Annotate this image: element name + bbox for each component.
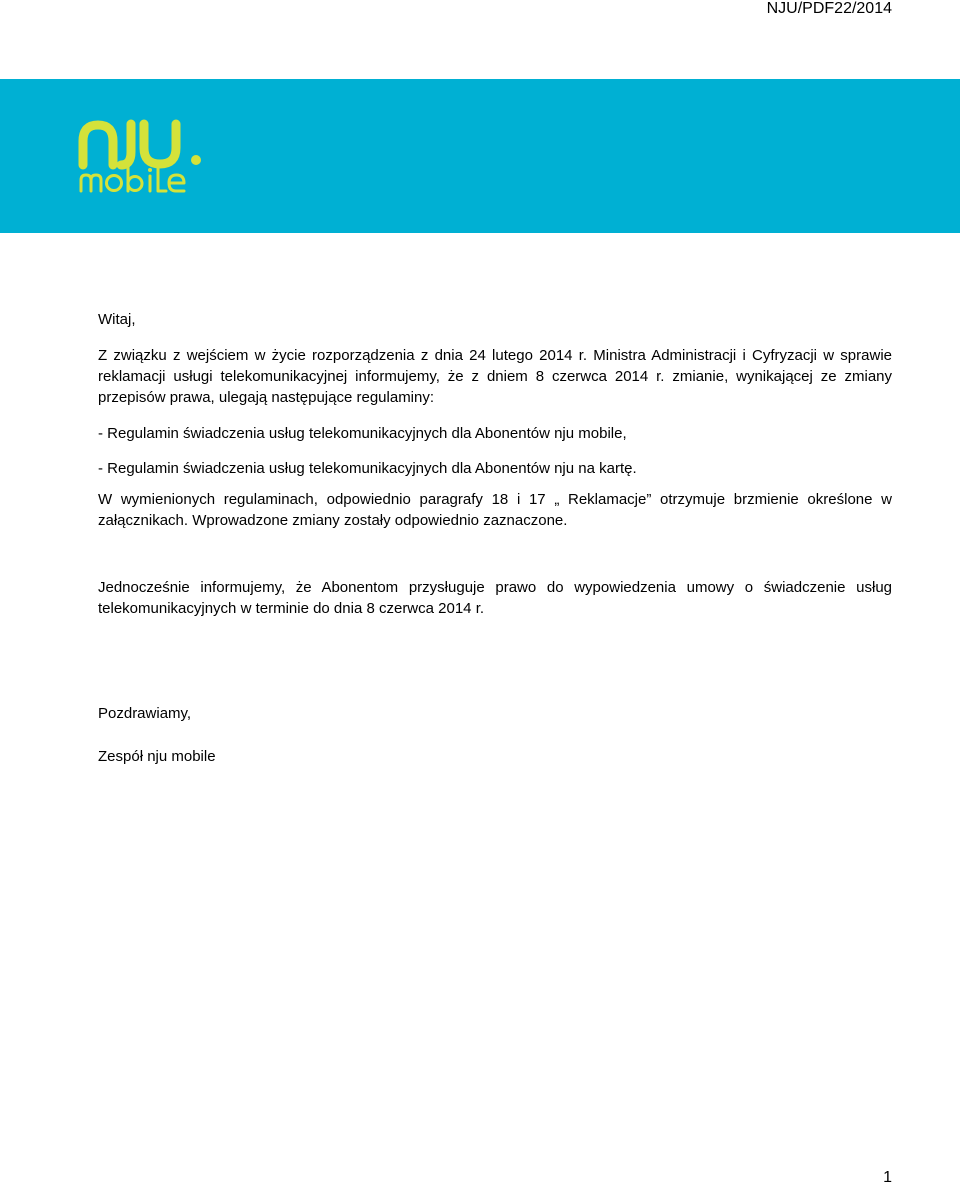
signature: Zespół nju mobile	[98, 748, 216, 765]
letter-body	[98, 309, 892, 767]
closing-line: Pozdrawiamy,	[98, 705, 192, 722]
page-number: 1	[883, 1169, 892, 1186]
paragraphs-note: W wymienionych regulaminach, odpowiednio paragrafy 18 i 17 „ Reklamacje” otrzymuje brzmienie określone w załącznikach. Wprowadzone zmiany zostały odpowiednio zaznaczone.	[98, 491, 892, 529]
greeting: Witaj,	[98, 311, 136, 328]
regulation-list-item: - Regulamin świadczenia usług telekomunikacyjnych dla Abonentów nju mobile,	[98, 425, 627, 442]
regulation-list-item: - Regulamin świadczenia usług telekomunikacyjnych dla Abonentów nju na kartę.	[98, 460, 637, 477]
termination-notice: Jednocześnie informujemy, że Abonentom przysługuje prawo do wypowiedzenia umowy o świadczenie usług telekomunikacyjnych w terminie do dnia 8 czerwca 2014 r.	[98, 579, 892, 617]
intro-paragraph: Z związku z wejściem w życie rozporządzenia z dnia 24 lutego 2014 r. Ministra Administracji i Cyfryzacji w sprawie reklamacji usługi telekomunikacyjnej informujemy, że z dniem 8 czerwca 2014 r. zmianie, wynikającej ze zmiany przepisów prawa, ulegają następujące regulaminy:	[98, 347, 892, 406]
document-id: NJU/PDF22/2014	[766, 0, 892, 17]
header-banner	[0, 79, 960, 233]
nju-mobile-logo	[78, 119, 223, 195]
